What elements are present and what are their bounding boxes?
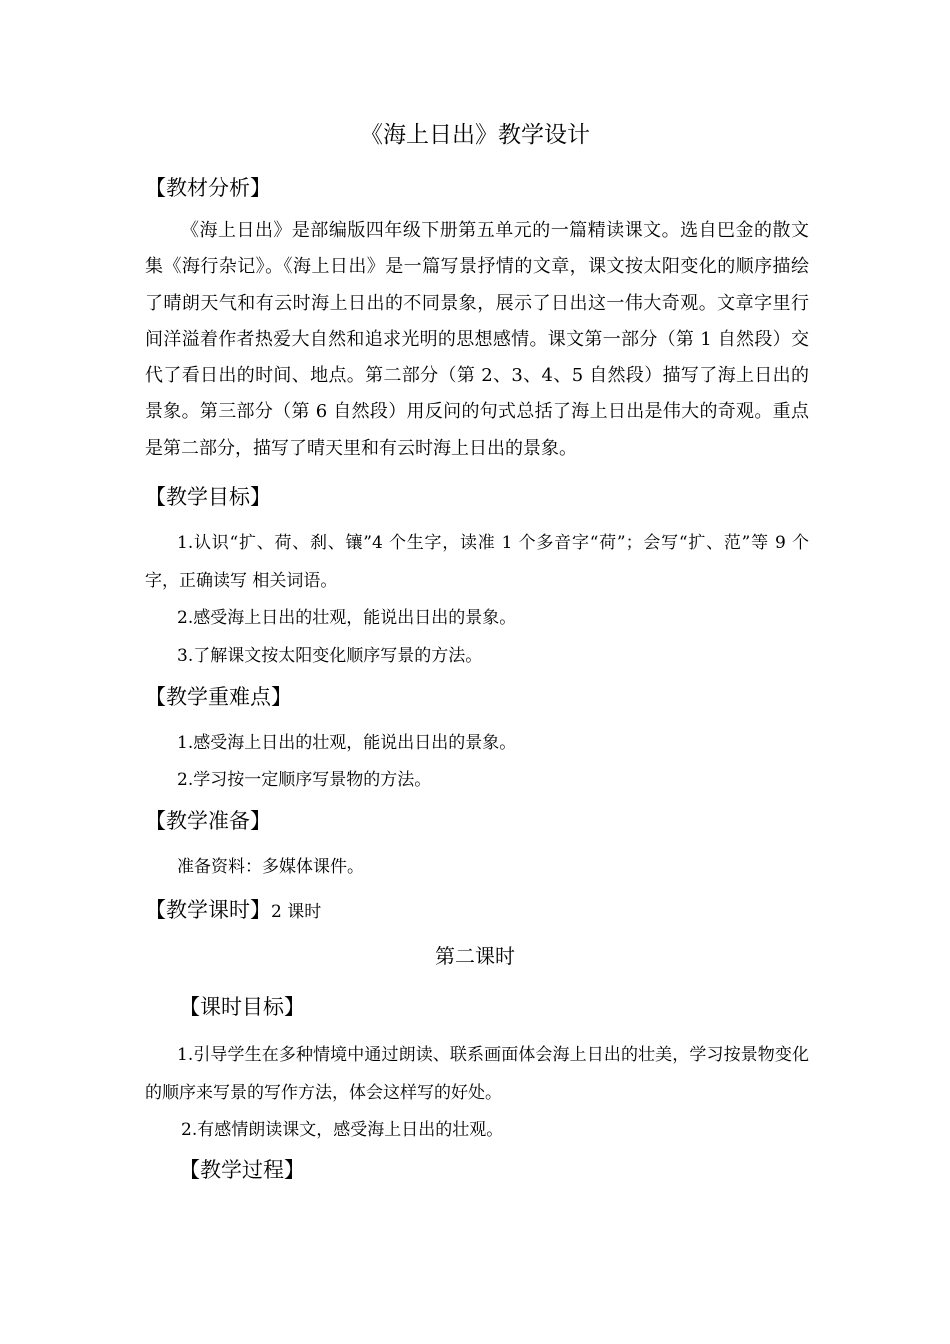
goals-heading: 【教学目标】 (145, 485, 271, 509)
goal-item-1: 1.认识“扩、荷、刹、镶”4 个生字，读准 1 个多音字“荷”；会写“扩、范”等 9 个字，正确读写 相关词语。 (145, 533, 809, 591)
goal-item-2: 2.感受海上日出的壮观，能说出日出的景象。 (177, 608, 517, 628)
analysis-paragraph: 《海上日出》是部编版四年级下册第五单元的一篇精读课文。选自巴金的散文集《海行杂记》。《海上日出》是一篇写景抒情的文章，课文按太阳变化的顺序描绘了晴朗天气和有云时海上日出的不同景象，展示了日出这一伟大奇观。文章字里行间洋溢着作者热爱大自然和追求光明的思想感情。课文第一部分（第 1 自然段）交代了看日出的时间、地点。第二部分（第 2、3、4、5 自然段）描写了海上日出的景象。第三部分（第 6 自然段）用反问的句式总括了海上日出是伟大的奇观。重点是第二部分，描写了晴天里和有云时海上日出的景象。 (145, 220, 809, 459)
document-title: 《海上日出》教学设计 (360, 122, 590, 148)
preparation-heading: 【教学准备】 (145, 809, 271, 833)
lesson-goal-item-2: 2.有感情朗读课文，感受海上日出的壮观。 (181, 1120, 504, 1140)
goal-item-3: 3.了解课文按太阳变化顺序写景的方法。 (177, 646, 483, 666)
lesson-goals-heading: 【课时目标】 (179, 995, 305, 1019)
periods-heading (145, 895, 321, 927)
preparation-text: 准备资料：多媒体课件。 (177, 857, 364, 877)
key-points-heading: 【教学重难点】 (145, 685, 292, 709)
analysis-heading: 【教材分析】 (145, 176, 271, 200)
process-heading: 【教学过程】 (179, 1158, 305, 1182)
key-point-item-2: 2.学习按一定顺序写景物的方法。 (177, 770, 432, 790)
periods-heading-label: 【教学课时】 (145, 898, 271, 922)
lesson-title: 第二课时 (435, 944, 515, 968)
lesson-goal-item-1: 1.引导学生在多种情境中通过朗读、联系画面体会海上日出的壮美，学习按景物变化的顺序来写景的写作方法，体会这样写的好处。 (145, 1045, 809, 1103)
periods-value: 2 课时 (271, 902, 322, 922)
key-point-item-1: 1.感受海上日出的壮观，能说出日出的景象。 (177, 733, 517, 753)
